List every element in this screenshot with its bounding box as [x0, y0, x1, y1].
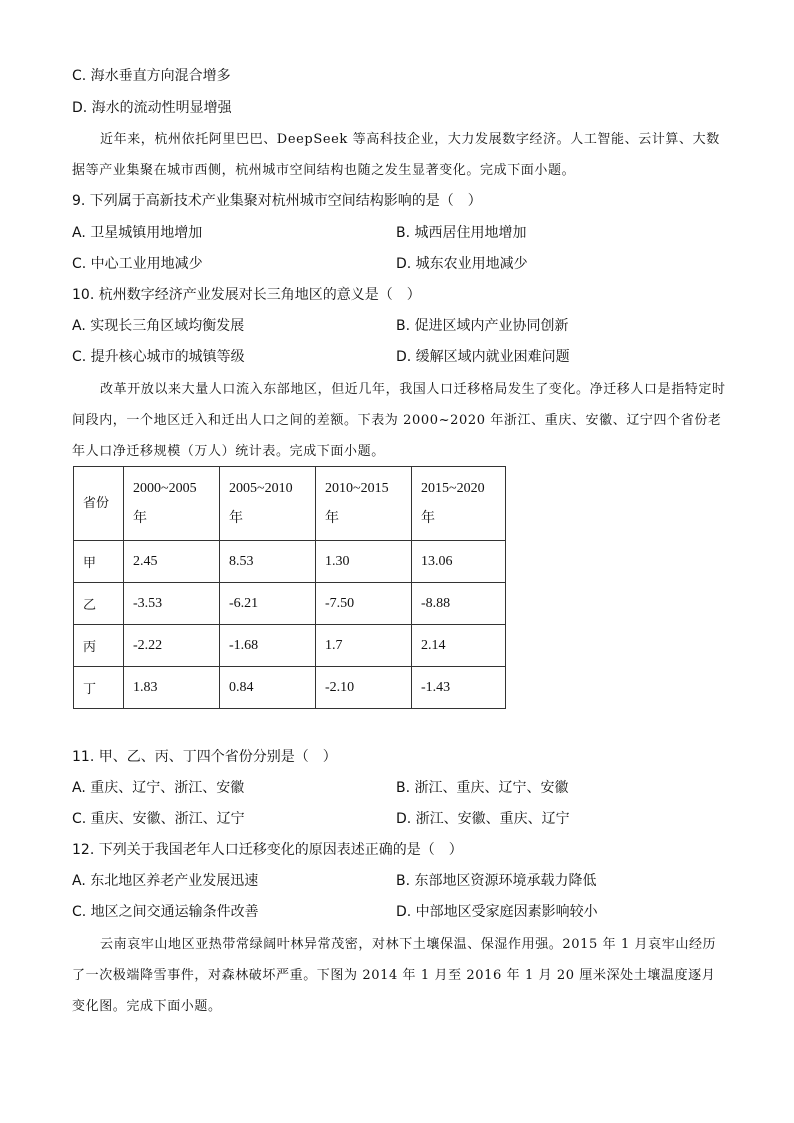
q12-option-b: B. 东部地区资源环境承载力降低: [396, 873, 597, 889]
q11-option-c: C. 重庆、安徽、浙江、辽宁: [72, 811, 245, 827]
q11-option-d: D. 浙江、安徽、重庆、辽宁: [396, 811, 570, 827]
q11-option-a: A. 重庆、辽宁、浙江、安徽: [72, 780, 245, 796]
passage-ailaoshan: [72, 929, 726, 1022]
table-cell: 0.84: [220, 667, 316, 709]
table-cell: 2.45: [124, 541, 220, 583]
passage-ailaoshan-text: 云南哀牢山地区亚热带常绿阔叶林异常茂密，对林下土壤保温、保湿作用强。2015 年 1 月哀牢山经历了一次极端降雪事件，对森林破坏严重。下图为 2014 年 1 月至 2016 年 1 月 20 厘米深处土壤温度逐月变化图。完成下面小题。: [72, 937, 717, 1014]
table-cell: -3.53: [124, 583, 220, 625]
table-cell: -2.22: [124, 625, 220, 667]
header-period: 2010~2015 年: [316, 467, 412, 541]
passage-hangzhou-text: 近年来，杭州依托阿里巴巴、DeepSeek 等高科技企业，大力发展数字经济。人工智能、云计算、大数据等产业集聚在城市西侧，杭州城市空间结构也随之发生显著变化。完成下面小题。: [72, 132, 720, 178]
q9-option-d: D. 城东农业用地减少: [396, 256, 528, 272]
q9-stem: 9. 下列属于高新技术产业集聚对杭州城市空间结构影响的是（ ）: [72, 193, 482, 209]
q10-option-d: D. 缓解区域内就业困难问题: [396, 349, 570, 365]
table-cell: -1.68: [220, 625, 316, 667]
table-cell: 8.53: [220, 541, 316, 583]
row-province: 丙: [74, 625, 124, 667]
table-cell: -7.50: [316, 583, 412, 625]
q12-option-a: A. 东北地区养老产业发展迅速: [72, 873, 259, 889]
header-period: 2015~2020 年: [412, 467, 506, 541]
passage-migration-text: 改革开放以来大量人口流入东部地区，但近几年，我国人口迁移格局发生了变化。净迁移人口是指特定时间段内，一个地区迁入和迁出人口之间的差额。下表为 2000~2020 年浙江、重庆、安徽、辽宁四个省份老年人口净迁移规模（万人）统计表。完成下面小题。: [72, 382, 726, 459]
q12-option-d: D. 中部地区受家庭因素影响较小: [396, 904, 598, 920]
passage-hangzhou: [72, 124, 726, 186]
row-province: 乙: [74, 583, 124, 625]
header-province: 省份: [74, 467, 124, 541]
table-cell: -2.10: [316, 667, 412, 709]
table-cell: 2.14: [412, 625, 506, 667]
row-province: 甲: [74, 541, 124, 583]
table-header-row: [74, 467, 506, 541]
q11-option-b: B. 浙江、重庆、辽宁、安徽: [396, 780, 569, 796]
table-row: [74, 667, 506, 709]
table-cell: 1.30: [316, 541, 412, 583]
table-cell: -1.43: [412, 667, 506, 709]
q9-option-a: A. 卫星城镇用地增加: [72, 225, 203, 241]
migration-table: [73, 466, 506, 709]
table-cell: -8.88: [412, 583, 506, 625]
table-cell: -6.21: [220, 583, 316, 625]
q10-option-a: A. 实现长三角区域均衡发展: [72, 318, 245, 334]
q12-option-c: C. 地区之间交通运输条件改善: [72, 904, 259, 920]
table-cell: 1.83: [124, 667, 220, 709]
q8-option-c: C. 海水垂直方向混合增多: [72, 68, 231, 84]
header-period: 2000~2005 年: [124, 467, 220, 541]
table-row: [74, 541, 506, 583]
q8-option-d: D. 海水的流动性明显增强: [72, 100, 232, 116]
q10-option-b: B. 促进区域内产业协同创新: [396, 318, 569, 334]
q10-stem: 10. 杭州数字经济产业发展对长三角地区的意义是（ ）: [72, 287, 421, 303]
passage-migration: [72, 374, 726, 467]
q10-option-c: C. 提升核心城市的城镇等级: [72, 349, 245, 365]
table-row: [74, 625, 506, 667]
q9-option-b: B. 城西居住用地增加: [396, 225, 527, 241]
header-period: 2005~2010 年: [220, 467, 316, 541]
table-cell: 13.06: [412, 541, 506, 583]
q12-stem: 12. 下列关于我国老年人口迁移变化的原因表述正确的是（ ）: [72, 842, 463, 858]
q9-option-c: C. 中心工业用地减少: [72, 256, 203, 272]
q11-stem: 11. 甲、乙、丙、丁四个省份分别是（ ）: [72, 749, 337, 765]
table-cell: 1.7: [316, 625, 412, 667]
row-province: 丁: [74, 667, 124, 709]
table-row: [74, 583, 506, 625]
